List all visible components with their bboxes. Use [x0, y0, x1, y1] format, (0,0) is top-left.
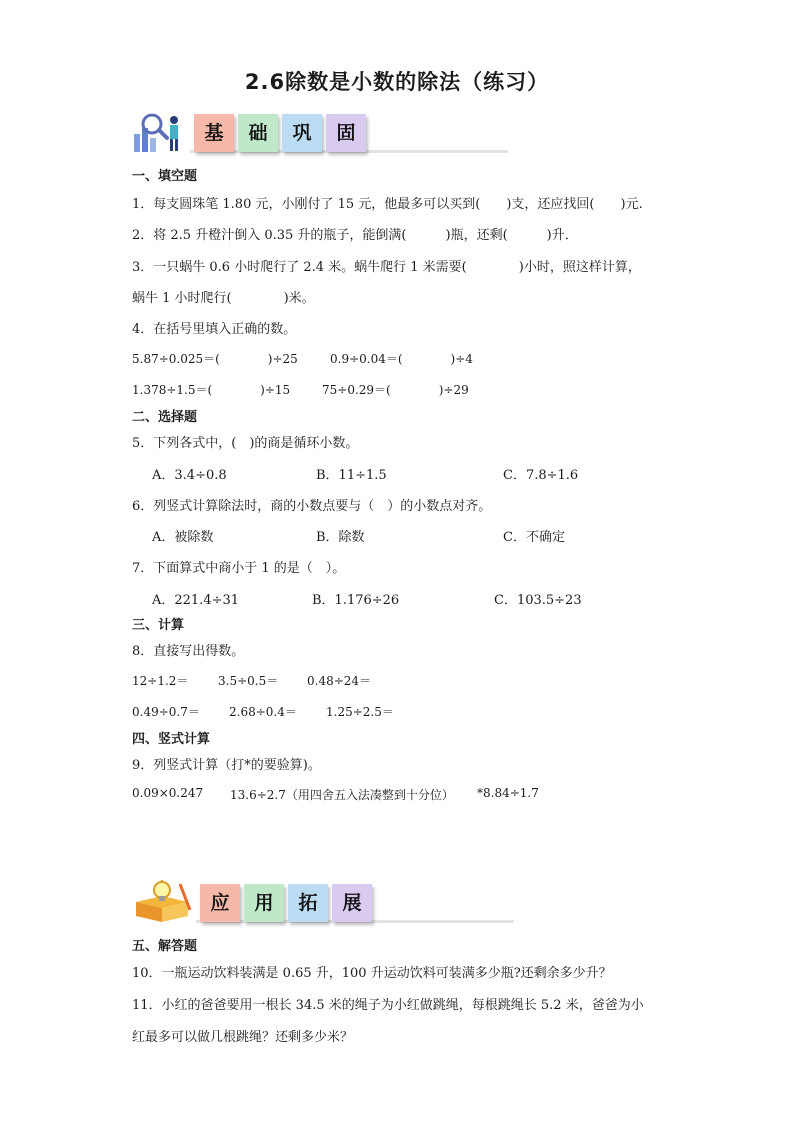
question-7: 7．下面算式中商小于 1 的是（ ）。 [132, 561, 346, 576]
question-11-line-1: 11．小红的爸爸要用一根长 34.5 米的绳子为小红做跳绳，每根跳绳长 5.2 米，爸爸为小 [132, 998, 644, 1013]
mental-math-expression: 12÷1.2＝ [132, 674, 189, 688]
banner-tile: 应 [200, 884, 240, 922]
section-heading: 五、解答题 [132, 939, 198, 954]
option-a: A．3.4÷0.8 [152, 468, 227, 483]
mental-math-expression: 2.68÷0.4＝ [229, 705, 297, 719]
page-title: 2.6除数是小数的除法（练习） [244, 70, 550, 94]
vertical-calc-expression: 13.6÷2.7（用四舍五入法凑整到十分位） [230, 788, 454, 802]
banner-tile: 拓 [288, 884, 328, 922]
banner-tile: 用 [244, 884, 284, 922]
question-10: 10．一瓶运动饮料装满是 0.65 升，100 升运动饮料可装满多少瓶?还剩余多少升？ [132, 966, 612, 981]
banner-basic [132, 110, 382, 154]
mental-math-expression: 0.49÷0.7＝ [132, 705, 200, 719]
question-6: 6．列竖式计算除法时，商的小数点要与（ ）的小数点对齐。 [132, 499, 492, 514]
option-b: B．1.176÷26 [312, 593, 400, 608]
question-5: 5．下列各式中，( )的商是循环小数。 [132, 436, 359, 451]
section-heading: 三、计算 [132, 618, 185, 633]
banner-tile: 固 [326, 114, 366, 152]
vertical-calc-expression: *8.84÷1.7 [477, 786, 539, 800]
banner-tile: 础 [238, 114, 278, 152]
section-heading: 二、选择题 [132, 410, 198, 425]
banner-tile: 巩 [282, 114, 322, 152]
question-3-line-2: 蜗牛 1 小时爬行( )米。 [132, 291, 315, 306]
lightbulb-box-icon [132, 880, 194, 924]
question-4: 4．在括号里填入正确的数。 [132, 322, 297, 337]
section-heading: 一、填空题 [132, 169, 198, 184]
mental-math-expression: 1.25÷2.5＝ [326, 705, 394, 719]
option-b: B．除数 [316, 530, 365, 545]
mental-math-expression: 3.5÷0.5＝ [218, 674, 279, 688]
fill-in-expression: 0.9÷0.04＝( )÷4 [330, 352, 473, 366]
fill-in-expression: 1.378÷1.5＝( )÷15 [132, 383, 291, 397]
section-heading: 四、竖式计算 [132, 732, 211, 747]
vertical-calc-expression: 0.09×0.247 [132, 786, 204, 800]
option-c: C．103.5÷23 [494, 593, 582, 608]
banner-tile: 展 [332, 884, 372, 922]
option-c: C．7.8÷1.6 [503, 468, 579, 483]
question-3-line-1: 3．一只蜗牛 0.6 小时爬行了 2.4 米。蜗牛爬行 1 米需要( )小时，照这样计算， [132, 260, 641, 275]
question-11-line-2: 红最多可以做几根跳绳？还剩多少米？ [132, 1030, 354, 1045]
magnifier-chart-icon [132, 110, 188, 154]
option-a: A．221.4÷31 [152, 593, 240, 608]
mental-math-expression: 0.48÷24＝ [307, 674, 372, 688]
fill-in-expression: 5.87÷0.025＝( )÷25 [132, 352, 298, 366]
option-b: B．11÷1.5 [316, 468, 387, 483]
fill-in-expression: 75÷0.29＝( )÷29 [322, 383, 469, 397]
question-8: 8．直接写出得数。 [132, 644, 245, 659]
banner-application [132, 880, 396, 924]
option-a: A．被除数 [152, 530, 214, 545]
option-c: C．不确定 [503, 530, 565, 545]
question-2: 2．将 2.5 升橙汁倒入 0.35 升的瓶子，能倒满( )瓶，还剩( )升． [132, 228, 578, 243]
banner-tile: 基 [194, 114, 234, 152]
question-1: 1．每支圆珠笔 1.80 元，小刚付了 15 元，他最多可以买到( )支，还应找回( )元. [132, 197, 643, 212]
question-9: 9．列竖式计算（打*的要验算)。 [132, 758, 321, 773]
